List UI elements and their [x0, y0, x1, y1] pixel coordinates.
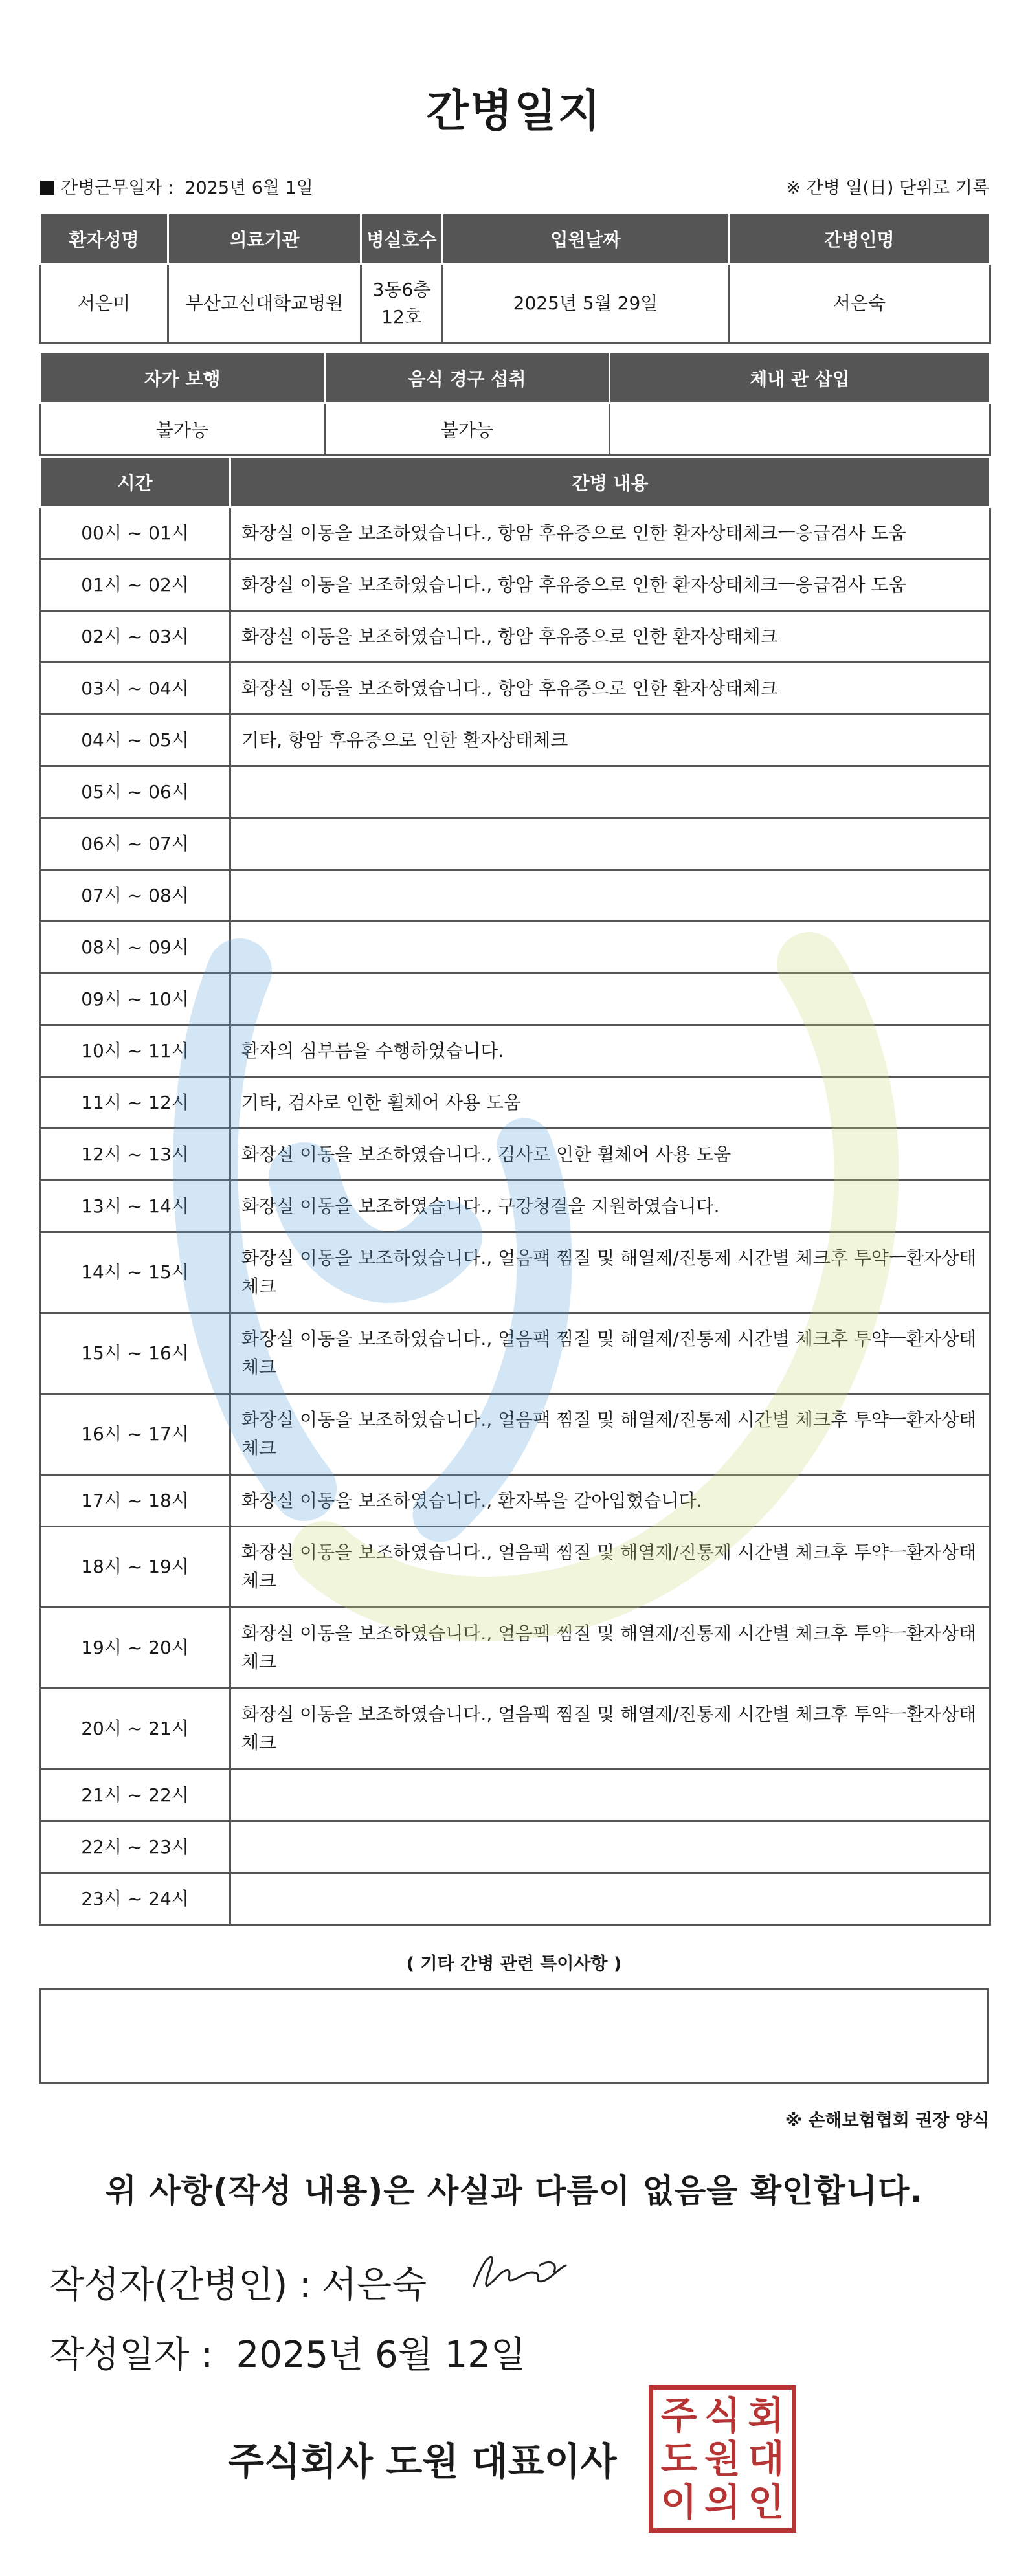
seal-character: 식 — [704, 2393, 741, 2437]
header-admission-date: 입원날짜 — [443, 214, 729, 264]
log-content — [230, 973, 990, 1025]
written-date-label: 작성일자 : — [49, 2334, 214, 2376]
header-tube-insertion: 체내 관 삽입 — [610, 353, 990, 403]
header-oral-intake: 음식 경구 섭취 — [325, 353, 610, 403]
log-time: 22시 ~ 23시 — [40, 1821, 230, 1873]
log-time: 11시 ~ 12시 — [40, 1077, 230, 1129]
confirmation-statement: 위 사항(작성 내용)은 사실과 다름이 없음을 확인합니다. — [105, 2172, 923, 2210]
signature-icon — [469, 2246, 572, 2298]
log-content — [230, 1770, 990, 1821]
oral-intake-value: 불가능 — [325, 403, 610, 455]
log-time: 21시 ~ 22시 — [40, 1770, 230, 1821]
log-content: 화장실 이동을 보조하였습니다., 얼음팩 찜질 및 해열제/진통제 시간별 체크후 투약ㅡ환자상태 체크 — [230, 1232, 990, 1313]
company-representative: 주식회사 도원 대표이사 — [228, 2439, 617, 2483]
log-content: 화장실 이동을 보조하였습니다., 얼음팩 찜질 및 해열제/진통제 시간별 체크후 투약ㅡ환자상태 체크 — [230, 1394, 990, 1475]
hospital-name: 부산고신대학교병원 — [168, 264, 361, 343]
tube-insertion-value — [610, 403, 990, 455]
square-bullet-icon — [40, 181, 54, 195]
table-row — [40, 1181, 990, 1232]
log-time: 17시 ~ 18시 — [40, 1475, 230, 1527]
log-content: 화장실 이동을 보조하였습니다., 항암 후유증으로 인한 환자상태체크ㅡ응급검사 도움 — [230, 507, 990, 559]
log-time: 05시 ~ 06시 — [40, 766, 230, 818]
seal-character: 도 — [660, 2436, 697, 2481]
seal-character: 주 — [660, 2393, 697, 2437]
table-row — [40, 1475, 990, 1527]
caregiver-name: 서은숙 — [729, 264, 990, 343]
table-row — [40, 507, 990, 559]
table-row — [40, 1821, 990, 1873]
log-time: 10시 ~ 11시 — [40, 1025, 230, 1077]
log-time: 02시 ~ 03시 — [40, 611, 230, 663]
log-time: 07시 ~ 08시 — [40, 870, 230, 922]
log-content: 화장실 이동을 보조하였습니다., 항암 후유증으로 인한 환자상태체크ㅡ응급검사 도움 — [230, 559, 990, 611]
table-row — [40, 1608, 990, 1689]
log-time: 00시 ~ 01시 — [40, 507, 230, 559]
table-row — [40, 1689, 990, 1770]
table-row — [40, 1025, 990, 1077]
log-time: 16시 ~ 17시 — [40, 1394, 230, 1475]
care-log-body — [40, 507, 990, 1925]
patient-name: 서은미 — [40, 264, 168, 343]
log-time: 03시 ~ 04시 — [40, 663, 230, 715]
table-row — [40, 973, 990, 1025]
log-content: 화장실 이동을 보조하였습니다., 얼음팩 찜질 및 해열제/진통제 시간별 체크후 투약ㅡ환자상태 체크 — [230, 1689, 990, 1770]
log-content: 화장실 이동을 보조하였습니다., 검사로 인한 휠체어 사용 도움 — [230, 1129, 990, 1181]
log-content: 화장실 이동을 보조하였습니다., 얼음팩 찜질 및 해열제/진통제 시간별 체크후 투약ㅡ환자상태 체크 — [230, 1527, 990, 1608]
table-row — [40, 870, 990, 922]
self-walking-value: 불가능 — [40, 403, 325, 455]
header-hospital: 의료기관 — [168, 214, 361, 264]
seal-character: 의 — [704, 2480, 741, 2525]
log-time: 15시 ~ 16시 — [40, 1313, 230, 1394]
table-row — [40, 922, 990, 973]
writer-label: 작성자(간병인) : — [49, 2264, 311, 2306]
seal-character: 인 — [748, 2480, 785, 2525]
patient-status-table — [39, 351, 991, 456]
care-log-table — [39, 456, 991, 1926]
unit-note: ※ 간병 일(日) 단위로 기록 — [786, 178, 989, 198]
table-row — [40, 766, 990, 818]
table-row — [40, 818, 990, 870]
header-patient-name: 환자성명 — [40, 214, 168, 264]
table-row — [40, 1527, 990, 1608]
log-time: 06시 ~ 07시 — [40, 818, 230, 870]
table-row — [40, 1770, 990, 1821]
table-row — [40, 1873, 990, 1925]
company-seal — [649, 2385, 796, 2533]
written-date-value: 2025년 6월 12일 — [236, 2334, 526, 2376]
header-room: 병실호수 — [361, 214, 443, 264]
log-content — [230, 922, 990, 973]
log-time: 19시 ~ 20시 — [40, 1608, 230, 1689]
header-caregiver-name: 간병인명 — [729, 214, 990, 264]
table-row — [40, 1232, 990, 1313]
log-content — [230, 1873, 990, 1925]
table-row — [40, 715, 990, 766]
log-content: 환자의 심부름을 수행하였습니다. — [230, 1025, 990, 1077]
special-notes-box — [39, 1988, 989, 2084]
log-content: 화장실 이동을 보조하였습니다., 구강청결을 지원하였습니다. — [230, 1181, 990, 1232]
table-row — [40, 611, 990, 663]
care-date — [40, 173, 313, 199]
log-content — [230, 818, 990, 870]
log-time: 18시 ~ 19시 — [40, 1527, 230, 1608]
writer-name: 서은숙 — [321, 2264, 427, 2306]
writer-line — [49, 2256, 437, 2308]
patient-info-table — [39, 212, 991, 344]
room-line-1: 3동6층 — [372, 278, 431, 300]
admission-date: 2025년 5월 29일 — [443, 264, 729, 343]
log-content: 화장실 이동을 보조하였습니다., 항암 후유증으로 인한 환자상태체크 — [230, 611, 990, 663]
special-notes-title: ( 기타 간병 관련 특이사항 ) — [406, 1954, 622, 1974]
form-source-note: ※ 손해보험협회 권장 양식 — [785, 2111, 989, 2131]
log-content: 화장실 이동을 보조하였습니다., 항암 후유증으로 인한 환자상태체크 — [230, 663, 990, 715]
log-content — [230, 766, 990, 818]
header-self-walking: 자가 보행 — [40, 353, 325, 403]
log-time: 12시 ~ 13시 — [40, 1129, 230, 1181]
log-time: 23시 ~ 24시 — [40, 1873, 230, 1925]
seal-character: 원 — [704, 2436, 741, 2481]
care-date-label: 간병근무일자 : — [61, 178, 174, 198]
room-number — [361, 264, 443, 343]
table-row — [40, 1313, 990, 1394]
log-content: 화장실 이동을 보조하였습니다., 얼음팩 찜질 및 해열제/진통제 시간별 체크후 투약ㅡ환자상태 체크 — [230, 1313, 990, 1394]
room-line-2: 12호 — [381, 305, 422, 328]
log-time: 14시 ~ 15시 — [40, 1232, 230, 1313]
log-content: 화장실 이동을 보조하였습니다., 환자복을 갈아입혔습니다. — [230, 1475, 990, 1527]
log-content — [230, 870, 990, 922]
seal-character: 이 — [660, 2480, 697, 2525]
log-content: 기타, 항암 후유증으로 인한 환자상태체크 — [230, 715, 990, 766]
log-time: 09시 ~ 10시 — [40, 973, 230, 1025]
seal-character: 회 — [748, 2393, 785, 2437]
log-content: 기타, 검사로 인한 휠체어 사용 도움 — [230, 1077, 990, 1129]
log-content — [230, 1821, 990, 1873]
log-time: 01시 ~ 02시 — [40, 559, 230, 611]
log-time: 04시 ~ 05시 — [40, 715, 230, 766]
log-time: 13시 ~ 14시 — [40, 1181, 230, 1232]
table-row — [40, 559, 990, 611]
info-row — [40, 173, 989, 202]
seal-character: 대 — [748, 2436, 785, 2481]
document-title: 간병일지 — [426, 86, 602, 137]
care-date-value: 2025년 6월 1일 — [184, 178, 313, 198]
table-row — [40, 1077, 990, 1129]
header-care-content: 간병 내용 — [230, 457, 990, 507]
table-row — [40, 1129, 990, 1181]
log-time: 20시 ~ 21시 — [40, 1689, 230, 1770]
header-time: 시간 — [40, 457, 230, 507]
log-content: 화장실 이동을 보조하였습니다., 얼음팩 찜질 및 해열제/진통제 시간별 체크후 투약ㅡ환자상태 체크 — [230, 1608, 990, 1689]
table-row — [40, 1394, 990, 1475]
written-date-line — [49, 2326, 526, 2378]
log-time: 08시 ~ 09시 — [40, 922, 230, 973]
table-row — [40, 663, 990, 715]
